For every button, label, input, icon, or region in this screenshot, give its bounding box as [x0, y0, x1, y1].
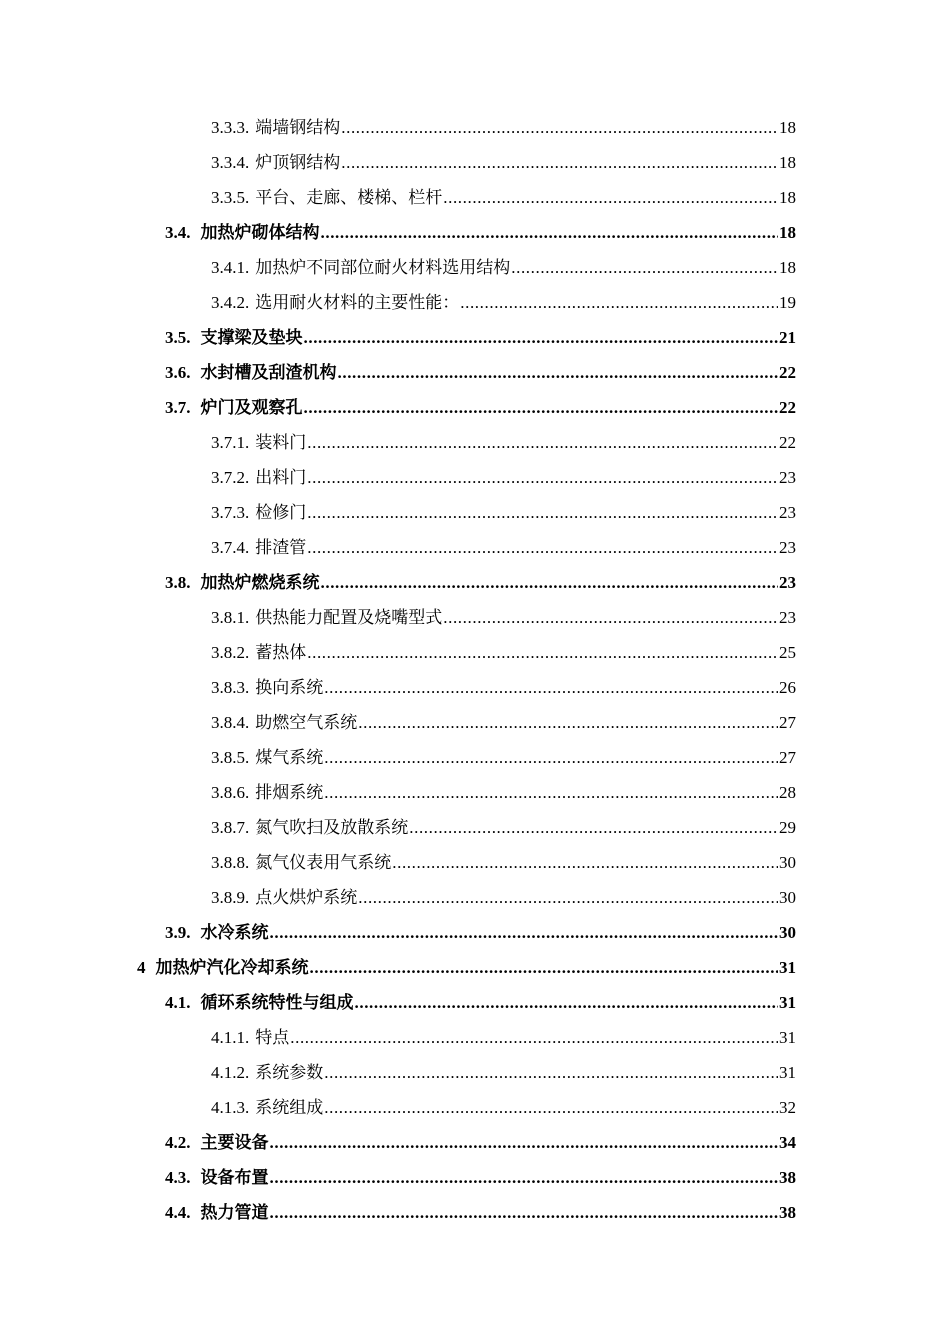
- toc-entry-title: [211, 538, 306, 558]
- toc-entry-text: 加热炉汽化冷却系统: [155, 957, 309, 977]
- toc-dot-leader: [307, 433, 778, 453]
- toc-page-number: 23: [779, 537, 796, 557]
- toc-entry-text: 选用耐火材料的主要性能：: [255, 292, 460, 312]
- toc-entry-title: [211, 713, 357, 733]
- toc-entry[interactable]: [0, 1055, 950, 1090]
- toc-entry[interactable]: [0, 810, 950, 845]
- toc-dot-leader: [304, 328, 779, 348]
- toc-entry-title: [211, 118, 340, 138]
- toc-dot-leader: [341, 153, 778, 173]
- toc-entry-title: [165, 363, 337, 383]
- toc-entry-number: 3.8.7.: [211, 817, 250, 837]
- toc-page-number: 31: [779, 1062, 796, 1082]
- toc-entry[interactable]: [0, 355, 950, 390]
- toc-entry-text: 特点: [255, 1027, 290, 1047]
- toc-page-number: 23: [779, 607, 796, 627]
- toc-dot-leader: [355, 993, 779, 1013]
- toc-entry-number: 3.7.4.: [211, 537, 250, 557]
- toc-entry[interactable]: [0, 215, 950, 250]
- toc-entry-number: 3.8.6.: [211, 782, 250, 802]
- toc-entry[interactable]: [0, 1195, 950, 1230]
- toc-entry[interactable]: [0, 145, 950, 180]
- toc-entry-number: 3.8.8.: [211, 852, 250, 872]
- toc-entry-number: 4.3.: [165, 1167, 191, 1187]
- toc-page-number: 18: [779, 222, 796, 242]
- toc-page-number: 22: [779, 362, 796, 382]
- toc-entry-number: 3.4.2.: [211, 292, 250, 312]
- toc-entry-title: [165, 398, 303, 418]
- toc-entry-text: 出料门: [255, 467, 307, 487]
- toc-entry-number: 3.7.3.: [211, 502, 250, 522]
- toc-entry-number: 3.6.: [165, 362, 191, 382]
- toc-entry-number: 3.8.4.: [211, 712, 250, 732]
- toc-entry-number: 3.3.5.: [211, 187, 250, 207]
- toc-entry-number: 3.7.2.: [211, 467, 250, 487]
- toc-entry-number: 3.3.4.: [211, 152, 250, 172]
- toc-dot-leader: [307, 538, 778, 558]
- toc-entry[interactable]: [0, 460, 950, 495]
- toc-entry[interactable]: [0, 390, 950, 425]
- toc-page-number: 30: [779, 852, 796, 872]
- toc-entry[interactable]: [0, 880, 950, 915]
- toc-page-number: 32: [779, 1097, 796, 1117]
- toc-entry-title: [211, 153, 340, 173]
- table-of-contents: [0, 110, 950, 1230]
- toc-page-number: 27: [779, 747, 796, 767]
- toc-entry[interactable]: [0, 845, 950, 880]
- toc-page-number: 31: [779, 992, 796, 1012]
- toc-entry-title: [211, 643, 306, 663]
- toc-entry-number: 4.2.: [165, 1132, 191, 1152]
- toc-entry-text: 系统参数: [255, 1062, 324, 1082]
- toc-dot-leader: [324, 748, 778, 768]
- toc-entry-text: 炉门及观察孔: [200, 397, 303, 417]
- toc-dot-leader: [338, 363, 779, 383]
- toc-entry-title: [165, 223, 320, 243]
- toc-page-number: 18: [779, 152, 796, 172]
- toc-entry-text: 加热炉砌体结构: [200, 222, 320, 242]
- toc-dot-leader: [358, 713, 778, 733]
- toc-entry-title: [211, 1098, 323, 1118]
- toc-page-number: 23: [779, 502, 796, 522]
- toc-dot-leader: [270, 1168, 779, 1188]
- toc-entry[interactable]: [0, 1020, 950, 1055]
- toc-dot-leader: [443, 608, 778, 628]
- toc-entry-text: 装料门: [255, 432, 307, 452]
- toc-entry-title: [165, 573, 320, 593]
- toc-entry[interactable]: [0, 565, 950, 600]
- toc-entry-text: 供热能力配置及烧嘴型式: [255, 607, 443, 627]
- toc-page-number: 22: [779, 432, 796, 452]
- toc-entry-title: [165, 1168, 269, 1188]
- toc-entry[interactable]: [0, 1125, 950, 1160]
- toc-entry-title: [211, 748, 323, 768]
- toc-dot-leader: [341, 118, 778, 138]
- toc-dot-leader: [310, 958, 779, 978]
- toc-entry-number: 4: [137, 957, 146, 977]
- toc-entry-number: 4.4.: [165, 1202, 191, 1222]
- toc-entry-title: [211, 888, 357, 908]
- toc-entry-text: 点火烘炉系统: [255, 887, 358, 907]
- toc-page-number: 23: [779, 467, 796, 487]
- toc-entry-text: 热力管道: [200, 1202, 269, 1222]
- toc-entry-number: 3.4.: [165, 222, 191, 242]
- toc-entry-number: 3.8.: [165, 572, 191, 592]
- toc-dot-leader: [324, 1063, 778, 1083]
- toc-dot-leader: [324, 678, 778, 698]
- toc-entry-title: [211, 433, 306, 453]
- toc-entry-text: 加热炉燃烧系统: [200, 572, 320, 592]
- toc-entry-title: [211, 468, 306, 488]
- toc-entry[interactable]: [0, 110, 950, 145]
- toc-page-number: 18: [779, 187, 796, 207]
- toc-page-number: 38: [779, 1202, 796, 1222]
- toc-entry-text: 煤气系统: [255, 747, 324, 767]
- toc-entry[interactable]: [0, 915, 950, 950]
- toc-entry-text: 换向系统: [255, 677, 324, 697]
- toc-entry-title: [211, 1028, 289, 1048]
- toc-entry-title: [211, 783, 323, 803]
- toc-entry[interactable]: [0, 950, 950, 985]
- toc-page-number: 21: [779, 327, 796, 347]
- toc-dot-leader: [460, 293, 778, 313]
- toc-page-number: 26: [779, 677, 796, 697]
- toc-dot-leader: [307, 503, 778, 523]
- toc-dot-leader: [270, 1203, 779, 1223]
- toc-entry-number: 3.4.1.: [211, 257, 250, 277]
- toc-dot-leader: [443, 188, 778, 208]
- toc-entry-number: 3.8.3.: [211, 677, 250, 697]
- toc-entry-title: [211, 608, 442, 628]
- toc-entry[interactable]: [0, 250, 950, 285]
- toc-page-number: 19: [779, 292, 796, 312]
- toc-entry-text: 检修门: [255, 502, 307, 522]
- toc-entry[interactable]: [0, 740, 950, 775]
- toc-entry-text: 排渣管: [255, 537, 307, 557]
- toc-entry-text: 氮气吹扫及放散系统: [255, 817, 409, 837]
- toc-entry-title: [137, 958, 309, 978]
- toc-entry-title: [165, 923, 269, 943]
- toc-entry-text: 循环系统特性与组成: [200, 992, 354, 1012]
- toc-entry[interactable]: [0, 985, 950, 1020]
- toc-entry[interactable]: [0, 180, 950, 215]
- toc-entry-number: 4.1.: [165, 992, 191, 1012]
- toc-entry-text: 平台、走廊、楼梯、栏杆: [255, 187, 443, 207]
- toc-dot-leader: [290, 1028, 778, 1048]
- toc-entry[interactable]: [0, 705, 950, 740]
- toc-dot-leader: [324, 1098, 778, 1118]
- toc-page-number: 34: [779, 1132, 796, 1152]
- toc-dot-leader: [270, 1133, 779, 1153]
- toc-page-number: 38: [779, 1167, 796, 1187]
- toc-entry-title: [211, 853, 391, 873]
- toc-entry-text: 炉顶钢结构: [255, 152, 341, 172]
- toc-page-number: 31: [779, 1027, 796, 1047]
- toc-entry-title: [211, 678, 323, 698]
- toc-page-number: 28: [779, 782, 796, 802]
- toc-entry-number: 3.8.2.: [211, 642, 250, 662]
- toc-entry-title: [165, 328, 303, 348]
- toc-entry-title: [211, 293, 459, 313]
- toc-entry-title: [211, 188, 442, 208]
- toc-entry-number: 3.3.3.: [211, 117, 250, 137]
- toc-entry-number: 3.7.: [165, 397, 191, 417]
- toc-entry[interactable]: [0, 775, 950, 810]
- toc-entry-number: 4.1.3.: [211, 1097, 250, 1117]
- toc-entry[interactable]: [0, 635, 950, 670]
- toc-entry-text: 水封槽及刮渣机构: [200, 362, 337, 382]
- toc-page-number: 18: [779, 257, 796, 277]
- toc-entry-text: 设备布置: [200, 1167, 269, 1187]
- toc-entry[interactable]: [0, 670, 950, 705]
- toc-entry-number: 3.7.1.: [211, 432, 250, 452]
- toc-entry-number: 3.5.: [165, 327, 191, 347]
- toc-entry[interactable]: [0, 320, 950, 355]
- toc-entry-number: 4.1.1.: [211, 1027, 250, 1047]
- toc-entry-text: 排烟系统: [255, 782, 324, 802]
- toc-dot-leader: [321, 573, 779, 593]
- toc-entry-text: 主要设备: [200, 1132, 269, 1152]
- toc-entry-number: 3.8.5.: [211, 747, 250, 767]
- toc-dot-leader: [409, 818, 778, 838]
- toc-entry-text: 支撑梁及垫块: [200, 327, 303, 347]
- toc-dot-leader: [324, 783, 778, 803]
- toc-entry-text: 加热炉不同部位耐火材料选用结构: [255, 257, 511, 277]
- toc-page-number: 31: [779, 957, 796, 977]
- toc-page-number: 29: [779, 817, 796, 837]
- toc-entry-title: [211, 1063, 323, 1083]
- toc-page-number: 23: [779, 572, 796, 592]
- toc-dot-leader: [270, 923, 779, 943]
- toc-entry-number: 4.1.2.: [211, 1062, 250, 1082]
- toc-entry-text: 氮气仪表用气系统: [255, 852, 392, 872]
- toc-entry-title: [211, 258, 510, 278]
- toc-dot-leader: [307, 643, 778, 663]
- toc-entry-text: 系统组成: [255, 1097, 324, 1117]
- toc-entry-title: [165, 993, 354, 1013]
- toc-page-number: 18: [779, 117, 796, 137]
- toc-page-number: 22: [779, 397, 796, 417]
- toc-entry[interactable]: [0, 1090, 950, 1125]
- toc-page-number: 30: [779, 922, 796, 942]
- toc-dot-leader: [304, 398, 779, 418]
- toc-dot-leader: [307, 468, 778, 488]
- toc-entry[interactable]: [0, 285, 950, 320]
- toc-page-number: 25: [779, 642, 796, 662]
- toc-entry[interactable]: [0, 600, 950, 635]
- toc-entry-text: 端墙钢结构: [255, 117, 341, 137]
- toc-entry[interactable]: [0, 530, 950, 565]
- toc-dot-leader: [321, 223, 779, 243]
- toc-entry-number: 3.8.9.: [211, 887, 250, 907]
- toc-entry[interactable]: [0, 425, 950, 460]
- toc-dot-leader: [358, 888, 778, 908]
- toc-entry-number: 3.9.: [165, 922, 191, 942]
- toc-dot-leader: [511, 258, 778, 278]
- toc-dot-leader: [392, 853, 778, 873]
- toc-entry-text: 蓄热体: [255, 642, 307, 662]
- toc-entry-title: [165, 1133, 269, 1153]
- toc-entry[interactable]: [0, 1160, 950, 1195]
- toc-entry-title: [211, 818, 408, 838]
- toc-entry-number: 3.8.1.: [211, 607, 250, 627]
- toc-entry[interactable]: [0, 495, 950, 530]
- toc-entry-text: 水冷系统: [200, 922, 269, 942]
- toc-entry-title: [211, 503, 306, 523]
- toc-page-number: 27: [779, 712, 796, 732]
- toc-entry-title: [165, 1203, 269, 1223]
- toc-page-number: 30: [779, 887, 796, 907]
- toc-entry-text: 助燃空气系统: [255, 712, 358, 732]
